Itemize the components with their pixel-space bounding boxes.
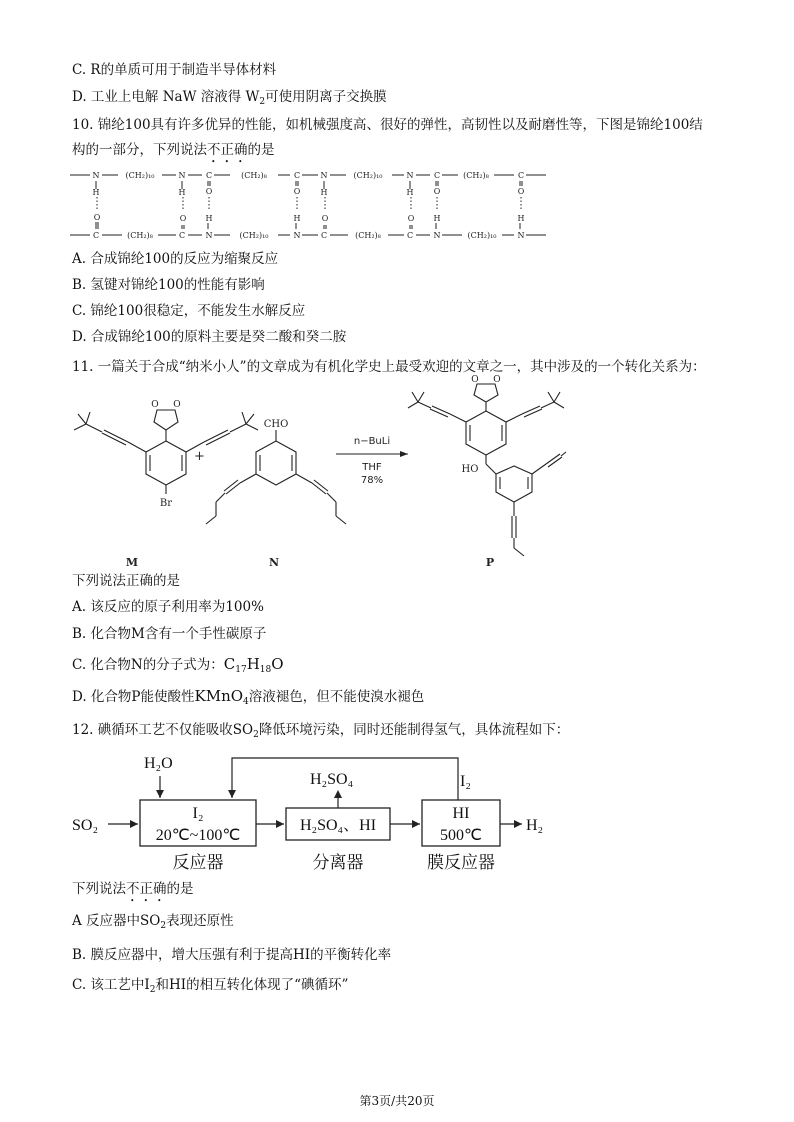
svg-text:78%: 78% [360, 475, 384, 486]
svg-text:C: C [320, 231, 328, 240]
svg-text:O: O [293, 187, 301, 196]
molecule-p-ring-bottom [496, 466, 532, 502]
svg-text:(CH₂)₁₀: (CH₂)₁₀ [353, 171, 383, 180]
svg-text:H₂SO₄: H₂SO₄ [310, 771, 354, 788]
svg-text:O: O [179, 214, 187, 223]
svg-text:C: C [205, 171, 213, 180]
svg-text:H: H [205, 214, 213, 223]
svg-text:HI: HI [452, 805, 470, 822]
svg-text:N: N [517, 231, 525, 240]
q11-option-c[interactable]: C. 化合物N的分子式为：$C_{17}H_{18}O$ [72, 655, 284, 675]
nylon-100-structure [70, 163, 550, 245]
svg-text:O: O [471, 375, 479, 385]
q12-stem: 12. 碘循环工艺不仅能吸收$SO_2$降低环境污染，同时还能制得氢气，具体流程如下： [72, 722, 570, 740]
q10-stem-line1: 10. 锦纶100具有许多优异的性能，如机械强度高、很好的弹性，高韧性以及耐磨性等，下图是锦纶100结 [72, 117, 703, 133]
svg-text:O: O [205, 187, 213, 196]
svg-text:N: N [406, 171, 414, 180]
svg-text:O: O [173, 400, 181, 410]
svg-text:H: H [517, 214, 525, 223]
svg-text:N: N [293, 231, 301, 240]
svg-text:I₂: I₂ [192, 805, 204, 822]
svg-text:O: O [151, 400, 159, 410]
svg-text:H₂: H₂ [526, 817, 544, 834]
svg-text:HO: HO [461, 464, 479, 475]
q11-option-a[interactable]: A. 该反应的原子利用率为100% [72, 599, 264, 615]
svg-text:H: H [433, 214, 441, 223]
svg-text:(CH₂)₈: (CH₂)₈ [355, 231, 381, 240]
option-d-previous: D. 工业上电解 NaW 溶液得 $W_2$可使用阴离子交换膜 [72, 89, 387, 107]
svg-text:O: O [93, 213, 101, 222]
svg-text:M: M [125, 556, 139, 569]
svg-text:H: H [92, 188, 100, 197]
q11-reaction-scheme [66, 375, 566, 572]
svg-text:H₂O: H₂O [144, 755, 173, 772]
svg-text:N: N [92, 171, 100, 180]
svg-text:C: C [517, 171, 525, 180]
q10-option-c[interactable]: C. 锦纶100很稳定，不能发生水解反应 [72, 303, 306, 319]
svg-text:(CH₂)₈: (CH₂)₈ [127, 231, 153, 240]
svg-text:(CH₂)₁₀: (CH₂)₁₀ [125, 171, 155, 180]
svg-text:P: P [485, 556, 495, 569]
svg-text:H: H [293, 214, 301, 223]
q10-option-d[interactable]: D. 合成锦纶100的原料主要是癸二酸和癸二胺 [72, 329, 347, 345]
svg-text:N: N [268, 556, 280, 569]
svg-text:N: N [433, 231, 441, 240]
svg-text:膜反应器: 膜反应器 [427, 853, 495, 873]
svg-text:Br: Br [159, 498, 173, 509]
svg-text:C: C [406, 231, 414, 240]
svg-text:(CH₂)₈: (CH₂)₈ [463, 171, 489, 180]
molecule-p-ring-top [466, 411, 506, 455]
svg-text:O: O [493, 375, 501, 385]
q12-option-c[interactable]: C. 该工艺中$I_2$和HI的相互转化体现了“碘循环” [72, 977, 349, 995]
q12-prompt: 下列说法不正确的是 [72, 881, 194, 897]
svg-text:N: N [320, 171, 328, 180]
svg-text:(CH₂)₈: (CH₂)₈ [241, 171, 267, 180]
svg-text:C: C [178, 231, 186, 240]
svg-text:C: C [433, 171, 441, 180]
svg-text:CHO: CHO [263, 419, 289, 430]
svg-text:C: C [92, 231, 100, 240]
svg-text:I₂: I₂ [460, 773, 471, 790]
q11-stem: 11. 一篇关于合成“纳米小人”的文章成为有机化学史上最受欢迎的文章之一，其中涉及的一个转化关系为： [72, 359, 706, 375]
svg-text:(CH₂)₁₀: (CH₂)₁₀ [239, 231, 269, 240]
svg-text:O: O [321, 214, 329, 223]
q11-prompt: 下列说法正确的是 [72, 573, 180, 589]
molecule-m-ring [146, 441, 186, 485]
q10-option-a[interactable]: A. 合成锦纶100的反应为缩聚反应 [72, 251, 279, 267]
option-c-previous: C. R的单质可用于制造半导体材料 [72, 62, 277, 78]
svg-text:H: H [406, 188, 414, 197]
page-footer: 第3页/共20页 [359, 1094, 435, 1108]
svg-text:反应器: 反应器 [172, 853, 224, 873]
svg-text:H: H [178, 188, 186, 197]
svg-text:20℃~100℃: 20℃~100℃ [155, 827, 241, 844]
svg-text:n−BuLi: n−BuLi [353, 436, 391, 447]
svg-text:C: C [293, 171, 301, 180]
q11-option-b[interactable]: B. 化合物M含有一个手性碳原子 [72, 626, 267, 642]
svg-text:SO₂: SO₂ [72, 817, 99, 834]
svg-text:N: N [178, 171, 186, 180]
svg-text:500℃: 500℃ [440, 827, 482, 844]
svg-text:O: O [517, 187, 525, 196]
svg-text:N: N [205, 231, 213, 240]
q12-option-a[interactable]: A 反应器中$SO_2$表现还原性 [72, 913, 234, 931]
svg-text:+: + [194, 449, 205, 464]
svg-text:H: H [320, 188, 328, 197]
iodine-cycle-flowchart [66, 748, 566, 878]
q10-stem-line2: 构的一部分，下列说法不正确的是 [72, 142, 275, 158]
svg-text:(CH₂)₁₀: (CH₂)₁₀ [467, 231, 497, 240]
q12-option-b[interactable]: B. 膜反应器中，增大压强有利于提高HI的平衡转化率 [72, 947, 392, 963]
molecule-n-ring [256, 441, 296, 485]
svg-text:分离器: 分离器 [312, 853, 364, 873]
q10-option-b[interactable]: B. 氢键对锦纶100的性能有影响 [72, 277, 265, 293]
svg-text:H₂SO₄、HI: H₂SO₄、HI [299, 817, 377, 834]
q11-option-d[interactable]: D. 化合物P能使酸性KMnO$_4$溶液褪色，但不能使溴水褪色 [72, 687, 425, 707]
svg-text:THF: THF [362, 462, 382, 473]
svg-text:O: O [407, 214, 415, 223]
svg-text:O: O [433, 187, 441, 196]
